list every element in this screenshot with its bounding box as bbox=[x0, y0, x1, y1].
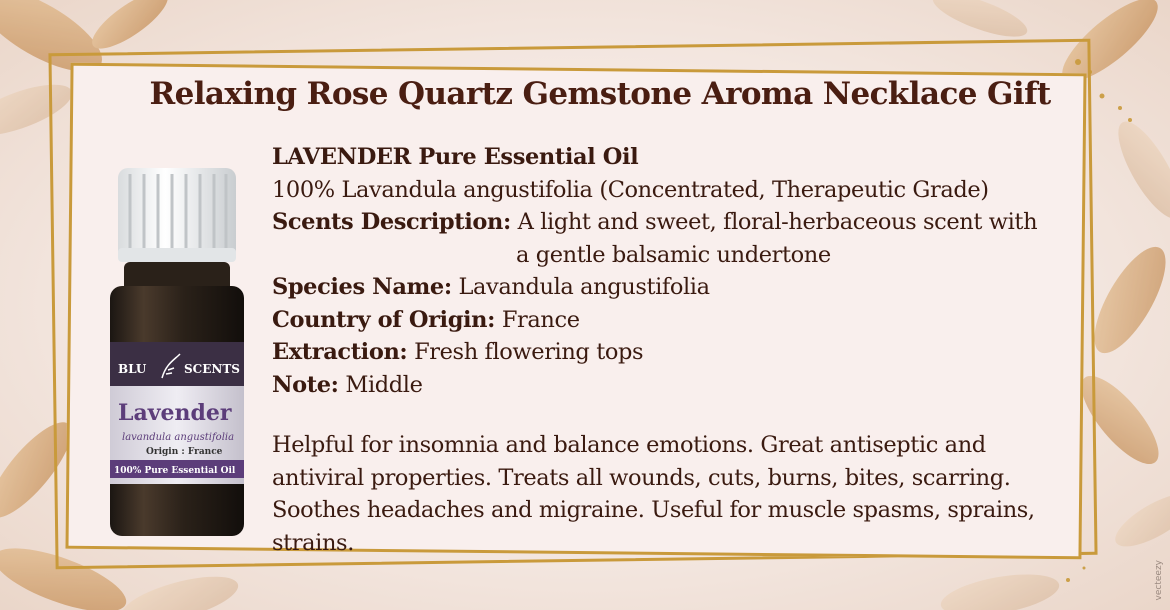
product-description: Helpful for insomnia and balance emotions. Great antiseptic and antiviral properties. Treats all wounds, cuts, burns, bites, scarring. Soothes headaches and migraine. Useful for muscle spasms, sprains, strains. bbox=[272, 432, 1035, 556]
product-name: LAVENDER Pure Essential Oil bbox=[272, 144, 639, 170]
scents-label: Scents Description: bbox=[272, 209, 511, 235]
bottle-brand-right: SCENTS bbox=[184, 362, 240, 376]
extraction-label: Extraction: bbox=[272, 339, 408, 365]
note-label: Note: bbox=[272, 371, 339, 398]
watermark: vecteezy bbox=[1154, 559, 1164, 600]
bottle-banner: 100% Pure Essential Oil bbox=[114, 466, 236, 476]
scents-value-line1: A light and sweet, floral-herbaceous scent with bbox=[517, 209, 1038, 235]
origin-value: France bbox=[501, 306, 580, 333]
note-value: Middle bbox=[345, 371, 423, 398]
product-subtitle: 100% Lavandula angustifolia (Concentrated, Therapeutic Grade) bbox=[272, 176, 989, 203]
bottle-origin: Origin : France bbox=[146, 447, 223, 457]
page-title: Relaxing Rose Quartz Gemstone Aroma Necklace Gift bbox=[149, 76, 1051, 112]
product-details bbox=[272, 141, 1072, 559]
bottle-latin: lavandula angustifolia bbox=[122, 432, 235, 443]
species-label: Species Name: bbox=[272, 274, 452, 300]
bottle-brand-left: BLU bbox=[118, 362, 147, 376]
lavender-bottle-image bbox=[104, 164, 250, 540]
extraction-value: Fresh flowering tops bbox=[414, 339, 644, 365]
bottle-name: Lavender bbox=[118, 400, 232, 426]
species-value: Lavandula angustifolia bbox=[458, 274, 710, 300]
origin-label: Country of Origin: bbox=[272, 306, 496, 333]
scents-value-line2: a gentle balsamic undertone bbox=[516, 241, 831, 268]
leaf-cluster-bottom-right bbox=[938, 567, 1062, 610]
